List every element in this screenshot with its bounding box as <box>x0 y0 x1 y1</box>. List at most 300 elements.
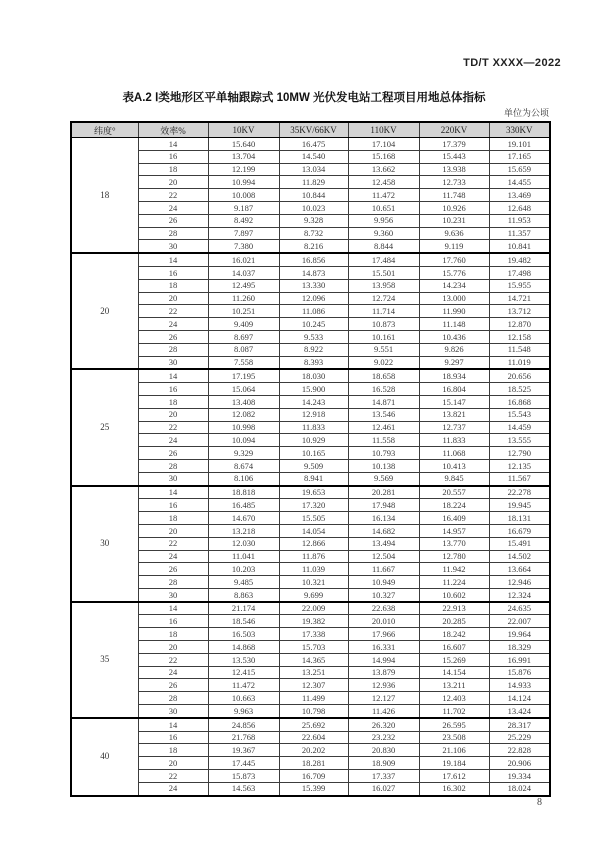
value-cell: 14.037 <box>208 266 279 279</box>
efficiency-cell: 30 <box>138 356 208 369</box>
value-cell: 19.367 <box>208 744 279 757</box>
value-cell: 17.320 <box>279 499 348 512</box>
table-row <box>71 227 550 240</box>
table-row <box>71 189 550 202</box>
column-header-10kv: 10KV <box>208 122 279 138</box>
value-cell: 9.329 <box>208 447 279 460</box>
value-cell: 17.948 <box>348 499 419 512</box>
value-cell: 13.712 <box>489 305 550 318</box>
value-cell: 12.415 <box>208 666 279 679</box>
value-cell: 13.958 <box>348 279 419 292</box>
value-cell: 13.770 <box>419 537 489 550</box>
efficiency-cell: 24 <box>138 318 208 331</box>
efficiency-cell: 24 <box>138 666 208 679</box>
value-cell: 9.699 <box>279 588 348 601</box>
table-row <box>71 537 550 550</box>
value-cell: 15.659 <box>489 163 550 176</box>
efficiency-cell: 28 <box>138 459 208 472</box>
table-row <box>71 679 550 692</box>
table-row <box>71 459 550 472</box>
value-cell: 16.302 <box>419 782 489 795</box>
value-cell: 10.994 <box>208 176 279 189</box>
table-row <box>71 395 550 408</box>
value-cell: 13.662 <box>348 163 419 176</box>
value-cell: 23.508 <box>419 731 489 744</box>
efficiency-cell: 20 <box>138 408 208 421</box>
value-cell: 9.826 <box>419 343 489 356</box>
value-cell: 10.165 <box>279 447 348 460</box>
efficiency-cell: 16 <box>138 615 208 628</box>
efficiency-cell: 26 <box>138 679 208 692</box>
value-cell: 10.844 <box>279 189 348 202</box>
value-cell: 10.841 <box>489 240 550 253</box>
value-cell: 10.998 <box>208 421 279 434</box>
value-cell: 22.007 <box>489 615 550 628</box>
table-row <box>71 757 550 770</box>
value-cell: 15.543 <box>489 408 550 421</box>
value-cell: 22.278 <box>489 486 550 499</box>
efficiency-cell: 22 <box>138 421 208 434</box>
value-cell: 10.949 <box>348 576 419 589</box>
efficiency-cell: 16 <box>138 499 208 512</box>
value-cell: 11.702 <box>419 705 489 718</box>
value-cell: 11.833 <box>279 421 348 434</box>
value-cell: 24.856 <box>208 718 279 731</box>
value-cell: 15.399 <box>279 782 348 795</box>
efficiency-cell: 18 <box>138 163 208 176</box>
value-cell: 12.458 <box>348 176 419 189</box>
value-cell: 12.082 <box>208 408 279 421</box>
table-row <box>71 692 550 705</box>
value-cell: 12.866 <box>279 537 348 550</box>
value-cell: 12.158 <box>489 330 550 343</box>
value-cell: 8.393 <box>279 356 348 369</box>
value-cell: 14.871 <box>348 395 419 408</box>
value-cell: 16.709 <box>279 770 348 783</box>
value-cell: 10.798 <box>279 705 348 718</box>
value-cell: 9.119 <box>419 240 489 253</box>
value-cell: 13.664 <box>489 563 550 576</box>
value-cell: 12.096 <box>279 292 348 305</box>
value-cell: 7.380 <box>208 240 279 253</box>
value-cell: 10.663 <box>208 692 279 705</box>
value-cell: 10.929 <box>279 434 348 447</box>
efficiency-cell: 30 <box>138 240 208 253</box>
value-cell: 9.297 <box>419 356 489 369</box>
value-cell: 18.525 <box>489 383 550 396</box>
efficiency-cell: 24 <box>138 782 208 795</box>
value-cell: 8.492 <box>208 214 279 227</box>
value-cell: 9.022 <box>348 356 419 369</box>
table-row <box>71 486 550 499</box>
table-row <box>71 576 550 589</box>
value-cell: 14.670 <box>208 512 279 525</box>
value-cell: 10.245 <box>279 318 348 331</box>
value-cell: 22.638 <box>348 602 419 615</box>
value-cell: 15.491 <box>489 537 550 550</box>
value-cell: 9.509 <box>279 459 348 472</box>
value-cell: 13.821 <box>419 408 489 421</box>
value-cell: 17.445 <box>208 757 279 770</box>
value-cell: 12.780 <box>419 550 489 563</box>
value-cell: 11.558 <box>348 434 419 447</box>
value-cell: 17.104 <box>348 138 419 151</box>
value-cell: 15.640 <box>208 138 279 151</box>
value-cell: 14.540 <box>279 150 348 163</box>
value-cell: 16.503 <box>208 628 279 641</box>
value-cell: 8.922 <box>279 343 348 356</box>
value-cell: 18.030 <box>279 369 348 382</box>
table-row <box>71 744 550 757</box>
table-row <box>71 770 550 783</box>
value-cell: 18.131 <box>489 512 550 525</box>
value-cell: 11.833 <box>419 434 489 447</box>
efficiency-cell: 20 <box>138 757 208 770</box>
value-cell: 11.068 <box>419 447 489 460</box>
value-cell: 8.087 <box>208 343 279 356</box>
value-cell: 26.320 <box>348 718 419 731</box>
value-cell: 16.134 <box>348 512 419 525</box>
efficiency-cell: 20 <box>138 176 208 189</box>
value-cell: 12.495 <box>208 279 279 292</box>
table-row <box>71 653 550 666</box>
table-row <box>71 421 550 434</box>
value-cell: 15.703 <box>279 641 348 654</box>
value-cell: 9.409 <box>208 318 279 331</box>
value-cell: 19.653 <box>279 486 348 499</box>
value-cell: 13.251 <box>279 666 348 679</box>
value-cell: 19.964 <box>489 628 550 641</box>
value-cell: 7.558 <box>208 356 279 369</box>
value-cell: 16.679 <box>489 524 550 537</box>
value-cell: 18.242 <box>419 628 489 641</box>
latitude-cell: 30 <box>71 486 138 602</box>
value-cell: 13.034 <box>279 163 348 176</box>
value-cell: 20.557 <box>419 486 489 499</box>
value-cell: 10.251 <box>208 305 279 318</box>
value-cell: 16.868 <box>489 395 550 408</box>
value-cell: 21.174 <box>208 602 279 615</box>
value-cell: 9.845 <box>419 472 489 485</box>
table-row <box>71 563 550 576</box>
value-cell: 14.957 <box>419 524 489 537</box>
value-cell: 11.748 <box>419 189 489 202</box>
efficiency-cell: 28 <box>138 343 208 356</box>
efficiency-cell: 30 <box>138 472 208 485</box>
efficiency-cell: 24 <box>138 550 208 563</box>
efficiency-cell: 30 <box>138 588 208 601</box>
value-cell: 21.768 <box>208 731 279 744</box>
value-cell: 14.563 <box>208 782 279 795</box>
value-cell: 13.879 <box>348 666 419 679</box>
value-cell: 11.667 <box>348 563 419 576</box>
table-row <box>71 279 550 292</box>
value-cell: 11.086 <box>279 305 348 318</box>
efficiency-cell: 26 <box>138 447 208 460</box>
table-row <box>71 782 550 795</box>
value-cell: 16.021 <box>208 253 279 266</box>
value-cell: 12.127 <box>348 692 419 705</box>
value-cell: 14.682 <box>348 524 419 537</box>
column-header-330kv: 330KV <box>489 122 550 138</box>
value-cell: 15.900 <box>279 383 348 396</box>
value-cell: 10.602 <box>419 588 489 601</box>
efficiency-cell: 18 <box>138 395 208 408</box>
efficiency-cell: 22 <box>138 653 208 666</box>
efficiency-cell: 26 <box>138 563 208 576</box>
column-header-efficiency: 效率% <box>138 122 208 138</box>
value-cell: 14.502 <box>489 550 550 563</box>
efficiency-cell: 28 <box>138 692 208 705</box>
indicator-table <box>70 121 551 797</box>
value-cell: 12.918 <box>279 408 348 421</box>
value-cell: 13.555 <box>489 434 550 447</box>
value-cell: 14.124 <box>489 692 550 705</box>
value-cell: 9.533 <box>279 330 348 343</box>
table-row <box>71 176 550 189</box>
value-cell: 20.281 <box>348 486 419 499</box>
value-cell: 15.501 <box>348 266 419 279</box>
value-cell: 8.106 <box>208 472 279 485</box>
value-cell: 14.933 <box>489 679 550 692</box>
document-number: TD/T XXXX—2022 <box>463 57 561 69</box>
value-cell: 15.505 <box>279 512 348 525</box>
table-row <box>71 524 550 537</box>
value-cell: 13.494 <box>348 537 419 550</box>
efficiency-cell: 28 <box>138 227 208 240</box>
table-row <box>71 615 550 628</box>
table-row <box>71 666 550 679</box>
value-cell: 11.499 <box>279 692 348 705</box>
value-cell: 11.990 <box>419 305 489 318</box>
value-cell: 10.873 <box>348 318 419 331</box>
table-row <box>71 499 550 512</box>
value-cell: 10.327 <box>348 588 419 601</box>
value-cell: 18.546 <box>208 615 279 628</box>
value-cell: 12.737 <box>419 421 489 434</box>
table-row <box>71 550 550 563</box>
value-cell: 10.138 <box>348 459 419 472</box>
value-cell: 20.906 <box>489 757 550 770</box>
value-cell: 17.498 <box>489 266 550 279</box>
value-cell: 13.218 <box>208 524 279 537</box>
value-cell: 15.876 <box>489 666 550 679</box>
value-cell: 10.161 <box>348 330 419 343</box>
value-cell: 10.926 <box>419 201 489 214</box>
value-cell: 18.224 <box>419 499 489 512</box>
value-cell: 18.934 <box>419 369 489 382</box>
efficiency-cell: 16 <box>138 150 208 163</box>
value-cell: 10.413 <box>419 459 489 472</box>
value-cell: 10.008 <box>208 189 279 202</box>
table-row <box>71 369 550 382</box>
efficiency-cell: 14 <box>138 718 208 731</box>
table-row <box>71 253 550 266</box>
value-cell: 15.873 <box>208 770 279 783</box>
efficiency-cell: 14 <box>138 253 208 266</box>
latitude-cell: 40 <box>71 718 138 796</box>
value-cell: 11.426 <box>348 705 419 718</box>
value-cell: 20.830 <box>348 744 419 757</box>
value-cell: 12.307 <box>279 679 348 692</box>
table-row <box>71 214 550 227</box>
value-cell: 17.338 <box>279 628 348 641</box>
efficiency-cell: 30 <box>138 705 208 718</box>
value-cell: 11.548 <box>489 343 550 356</box>
efficiency-cell: 20 <box>138 641 208 654</box>
value-cell: 8.941 <box>279 472 348 485</box>
value-cell: 17.966 <box>348 628 419 641</box>
value-cell: 25.229 <box>489 731 550 744</box>
value-cell: 23.232 <box>348 731 419 744</box>
value-cell: 9.551 <box>348 343 419 356</box>
value-cell: 11.567 <box>489 472 550 485</box>
efficiency-cell: 18 <box>138 628 208 641</box>
value-cell: 14.365 <box>279 653 348 666</box>
value-cell: 10.436 <box>419 330 489 343</box>
value-cell: 10.231 <box>419 214 489 227</box>
table-row <box>71 343 550 356</box>
value-cell: 16.485 <box>208 499 279 512</box>
efficiency-cell: 16 <box>138 383 208 396</box>
efficiency-cell: 20 <box>138 524 208 537</box>
table-row <box>71 330 550 343</box>
value-cell: 14.868 <box>208 641 279 654</box>
efficiency-cell: 26 <box>138 214 208 227</box>
efficiency-cell: 14 <box>138 369 208 382</box>
value-cell: 18.281 <box>279 757 348 770</box>
efficiency-cell: 24 <box>138 434 208 447</box>
value-cell: 13.408 <box>208 395 279 408</box>
value-cell: 12.403 <box>419 692 489 705</box>
table-row <box>71 628 550 641</box>
value-cell: 16.331 <box>348 641 419 654</box>
latitude-cell: 18 <box>71 138 138 254</box>
value-cell: 16.607 <box>419 641 489 654</box>
value-cell: 8.674 <box>208 459 279 472</box>
value-cell: 11.953 <box>489 214 550 227</box>
table-row <box>71 434 550 447</box>
value-cell: 22.604 <box>279 731 348 744</box>
efficiency-cell: 16 <box>138 266 208 279</box>
table-row <box>71 292 550 305</box>
value-cell: 13.530 <box>208 653 279 666</box>
value-cell: 16.856 <box>279 253 348 266</box>
value-cell: 11.472 <box>348 189 419 202</box>
value-cell: 9.485 <box>208 576 279 589</box>
table-row <box>71 318 550 331</box>
value-cell: 10.321 <box>279 576 348 589</box>
value-cell: 11.829 <box>279 176 348 189</box>
table-row <box>71 472 550 485</box>
value-cell: 15.776 <box>419 266 489 279</box>
value-cell: 13.938 <box>419 163 489 176</box>
value-cell: 12.324 <box>489 588 550 601</box>
table-title: 表A.2 Ⅰ类地形区平单轴跟踪式 10MW 光伏发电站工程项目用地总体指标 <box>122 92 486 104</box>
value-cell: 17.195 <box>208 369 279 382</box>
value-cell: 15.955 <box>489 279 550 292</box>
efficiency-cell: 22 <box>138 189 208 202</box>
value-cell: 19.334 <box>489 770 550 783</box>
value-cell: 12.199 <box>208 163 279 176</box>
value-cell: 14.154 <box>419 666 489 679</box>
value-cell: 17.612 <box>419 770 489 783</box>
table-row <box>71 163 550 176</box>
value-cell: 20.656 <box>489 369 550 382</box>
value-cell: 10.023 <box>279 201 348 214</box>
efficiency-cell: 18 <box>138 279 208 292</box>
column-header-latitude: 纬度° <box>71 122 138 138</box>
value-cell: 19.482 <box>489 253 550 266</box>
value-cell: 9.187 <box>208 201 279 214</box>
table-body <box>71 138 550 796</box>
efficiency-cell: 22 <box>138 537 208 550</box>
table-row <box>71 266 550 279</box>
value-cell: 12.030 <box>208 537 279 550</box>
efficiency-cell: 22 <box>138 770 208 783</box>
value-cell: 21.106 <box>419 744 489 757</box>
efficiency-cell: 28 <box>138 576 208 589</box>
table-row <box>71 150 550 163</box>
value-cell: 22.828 <box>489 744 550 757</box>
value-cell: 16.027 <box>348 782 419 795</box>
value-cell: 8.216 <box>279 240 348 253</box>
value-cell: 12.790 <box>489 447 550 460</box>
value-cell: 13.546 <box>348 408 419 421</box>
value-cell: 8.732 <box>279 227 348 240</box>
value-cell: 14.054 <box>279 524 348 537</box>
value-cell: 14.234 <box>419 279 489 292</box>
value-cell: 7.897 <box>208 227 279 240</box>
column-header-110kv: 110KV <box>348 122 419 138</box>
value-cell: 15.064 <box>208 383 279 396</box>
value-cell: 14.721 <box>489 292 550 305</box>
latitude-cell: 35 <box>71 602 138 718</box>
value-cell: 11.041 <box>208 550 279 563</box>
value-cell: 12.724 <box>348 292 419 305</box>
value-cell: 13.000 <box>419 292 489 305</box>
value-cell: 9.569 <box>348 472 419 485</box>
value-cell: 12.733 <box>419 176 489 189</box>
efficiency-cell: 20 <box>138 292 208 305</box>
table-row <box>71 447 550 460</box>
value-cell: 13.424 <box>489 705 550 718</box>
value-cell: 9.956 <box>348 214 419 227</box>
table-row <box>71 588 550 601</box>
efficiency-cell: 14 <box>138 138 208 151</box>
value-cell: 13.330 <box>279 279 348 292</box>
value-cell: 12.504 <box>348 550 419 563</box>
value-cell: 14.243 <box>279 395 348 408</box>
header-row <box>71 122 550 138</box>
value-cell: 9.328 <box>279 214 348 227</box>
value-cell: 8.844 <box>348 240 419 253</box>
value-cell: 12.648 <box>489 201 550 214</box>
table-row <box>71 705 550 718</box>
value-cell: 20.202 <box>279 744 348 757</box>
efficiency-cell: 14 <box>138 602 208 615</box>
value-cell: 13.469 <box>489 189 550 202</box>
value-cell: 18.329 <box>489 641 550 654</box>
table-row <box>71 408 550 421</box>
value-cell: 19.184 <box>419 757 489 770</box>
value-cell: 18.909 <box>348 757 419 770</box>
value-cell: 20.010 <box>348 615 419 628</box>
efficiency-cell: 14 <box>138 486 208 499</box>
value-cell: 14.873 <box>279 266 348 279</box>
efficiency-cell: 22 <box>138 305 208 318</box>
table-row <box>71 240 550 253</box>
